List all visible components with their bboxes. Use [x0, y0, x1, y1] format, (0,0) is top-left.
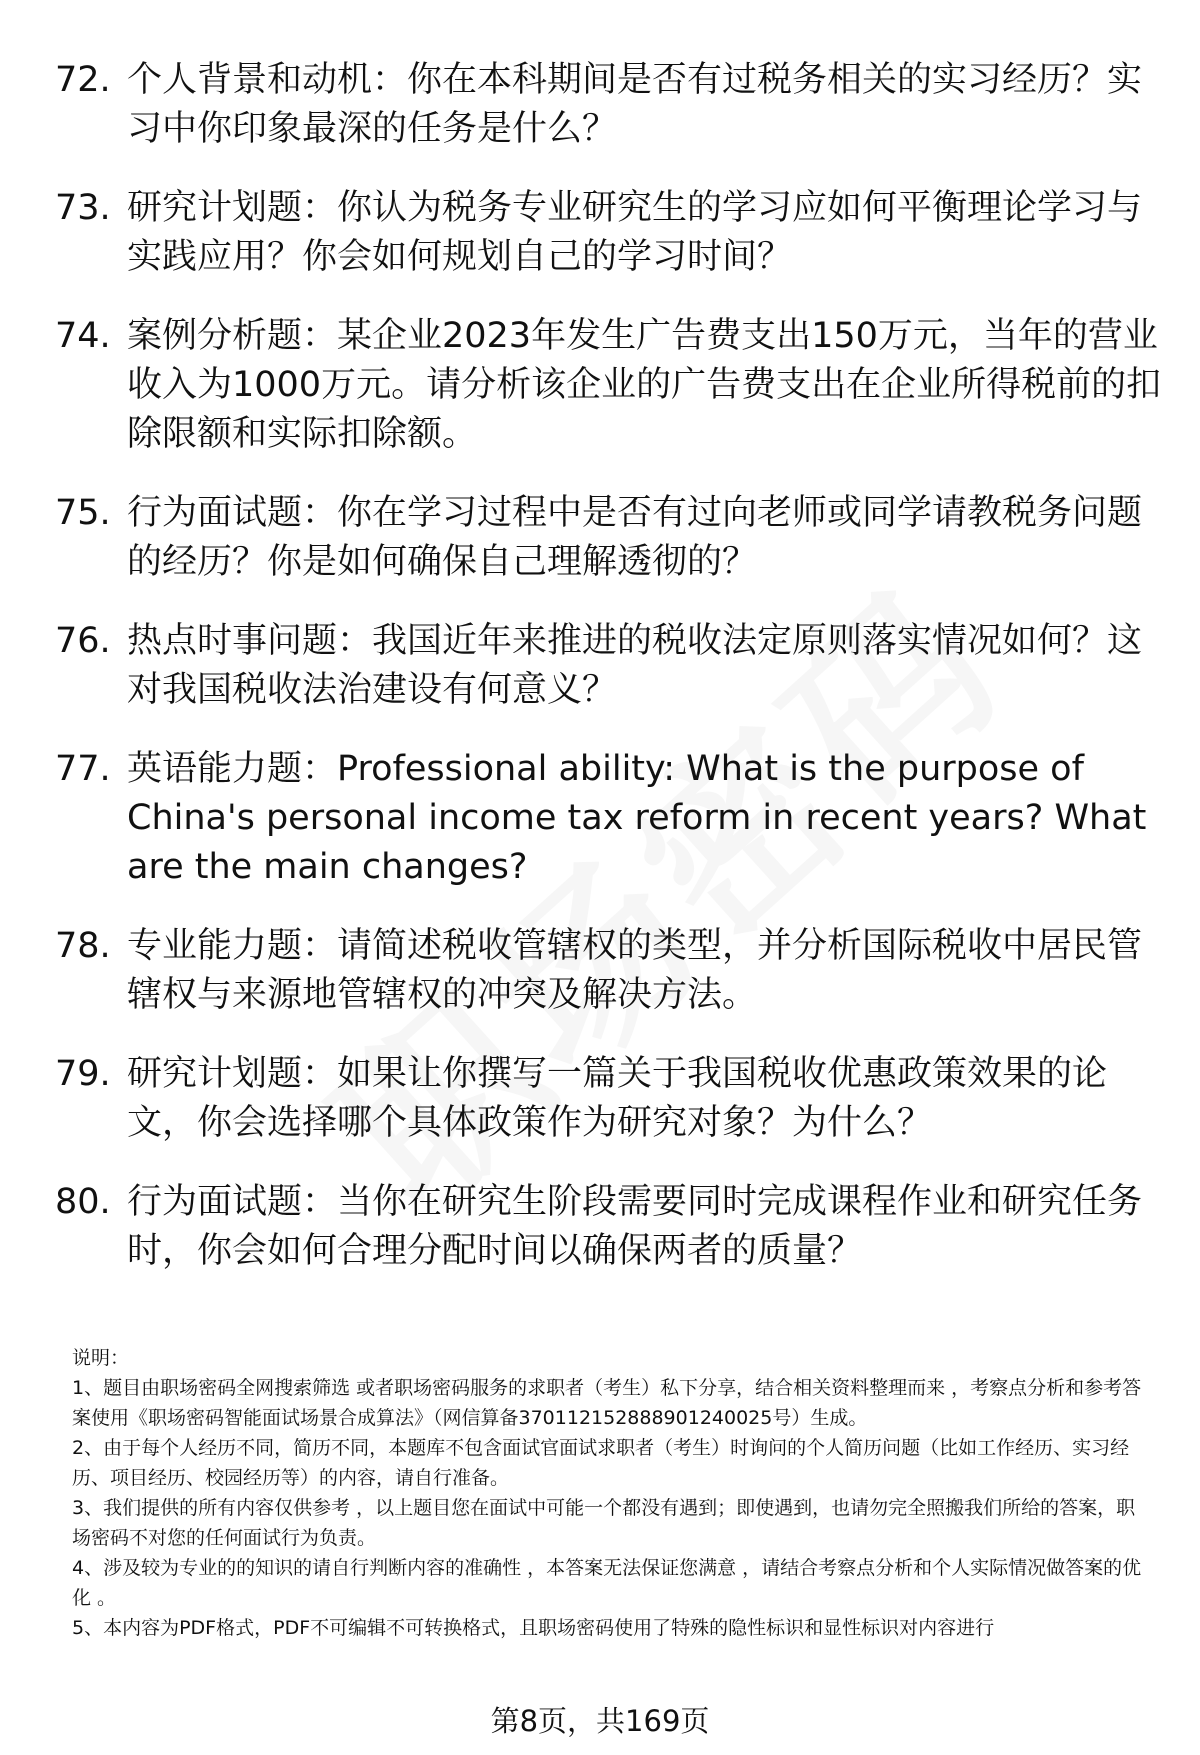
question-number: 72.	[55, 60, 111, 100]
question-text: 案例分析题：某企业2023年发生广告费支出150万元，当年的营业收入为1000万元。请分析该企业的广告费支出在企业所得税前的扣除限额和实际扣除额。	[127, 316, 1162, 454]
question-number: 75.	[55, 493, 111, 533]
question-text: 热点时事问题：我国近年来推进的税收法定原则落实情况如何？这对我国税收法治建设有何意义？	[127, 621, 1143, 710]
question-number: 76.	[55, 621, 111, 661]
question-number: 77.	[55, 749, 111, 789]
note-item: 1、题目由职场密码全网搜索筛选 或者职场密码服务的求职者（考生）私下分享，结合相关资料整理而来 ，考察点分析和参考答案使用《职场密码智能面试场景合成算法》（网信算备370112152888901240025号）生成。	[72, 1377, 1142, 1429]
question-text: 英语能力题：Professional ability: What is the purpose of China's personal income tax reform in recent years? What are the main changes?	[127, 749, 1147, 887]
question-text: 行为面试题：当你在研究生阶段需要同时完成课程作业和研究任务时，你会如何合理分配时间以确保两者的质量？	[127, 1182, 1143, 1271]
question-text: 研究计划题：你认为税务专业研究生的学习应如何平衡理论学习与实践应用？你会如何规划自己的学习时间？	[127, 188, 1143, 277]
question-item	[55, 617, 1165, 715]
question-text: 专业能力题：请简述税收管辖权的类型，并分析国际税收中居民管辖权与来源地管辖权的冲突及解决方法。	[127, 926, 1143, 1015]
question-number: 74.	[55, 316, 111, 356]
page-number: 第8页，共169页	[490, 1704, 710, 1738]
question-item	[55, 1178, 1165, 1276]
notes-section	[72, 1343, 1152, 1643]
question-list	[55, 56, 1165, 1306]
note-item: 2、由于每个人经历不同，简历不同，本题库不包含面试官面试求职者（考生）时询问的个人简历问题（比如工作经历、实习经历、项目经历、校园经历等）的内容，请自行准备。	[72, 1437, 1130, 1489]
question-number: 80.	[55, 1182, 111, 1222]
question-text: 个人背景和动机：你在本科期间是否有过税务相关的实习经历？实习中你印象最深的任务是什么？	[127, 60, 1143, 149]
note-item: 4、涉及较为专业的的知识的请自行判断内容的准确性 ，本答案无法保证您满意 ，请结合考察点分析和个人实际情况做答案的优化 。	[72, 1557, 1142, 1609]
question-item	[55, 489, 1165, 587]
question-item	[55, 922, 1165, 1020]
question-number: 73.	[55, 188, 111, 228]
note-item: 5、本内容为PDF格式，PDF不可编辑不可转换格式，且职场密码使用了特殊的隐性标识和显性标识对内容进行	[72, 1617, 995, 1639]
question-item	[55, 1050, 1165, 1148]
question-number: 79.	[55, 1054, 111, 1094]
question-text: 行为面试题：你在学习过程中是否有过向老师或同学请教税务问题的经历？你是如何确保自己理解透彻的？	[127, 493, 1143, 582]
question-text: 研究计划题：如果让你撰写一篇关于我国税收优惠政策效果的论文，你会选择哪个具体政策作为研究对象？为什么？	[127, 1054, 1108, 1143]
notes-heading: 说明：	[72, 1347, 130, 1369]
question-number: 78.	[55, 926, 111, 966]
question-item	[55, 745, 1165, 892]
question-item	[55, 312, 1165, 459]
question-item	[55, 184, 1165, 282]
question-item	[55, 56, 1165, 154]
note-item: 3、我们提供的所有内容仅供参考 ，以上题目您在面试中可能一个都没有遇到；即使遇到，也请勿完全照搬我们所给的答案，职场密码不对您的任何面试行为负责。	[72, 1497, 1136, 1549]
